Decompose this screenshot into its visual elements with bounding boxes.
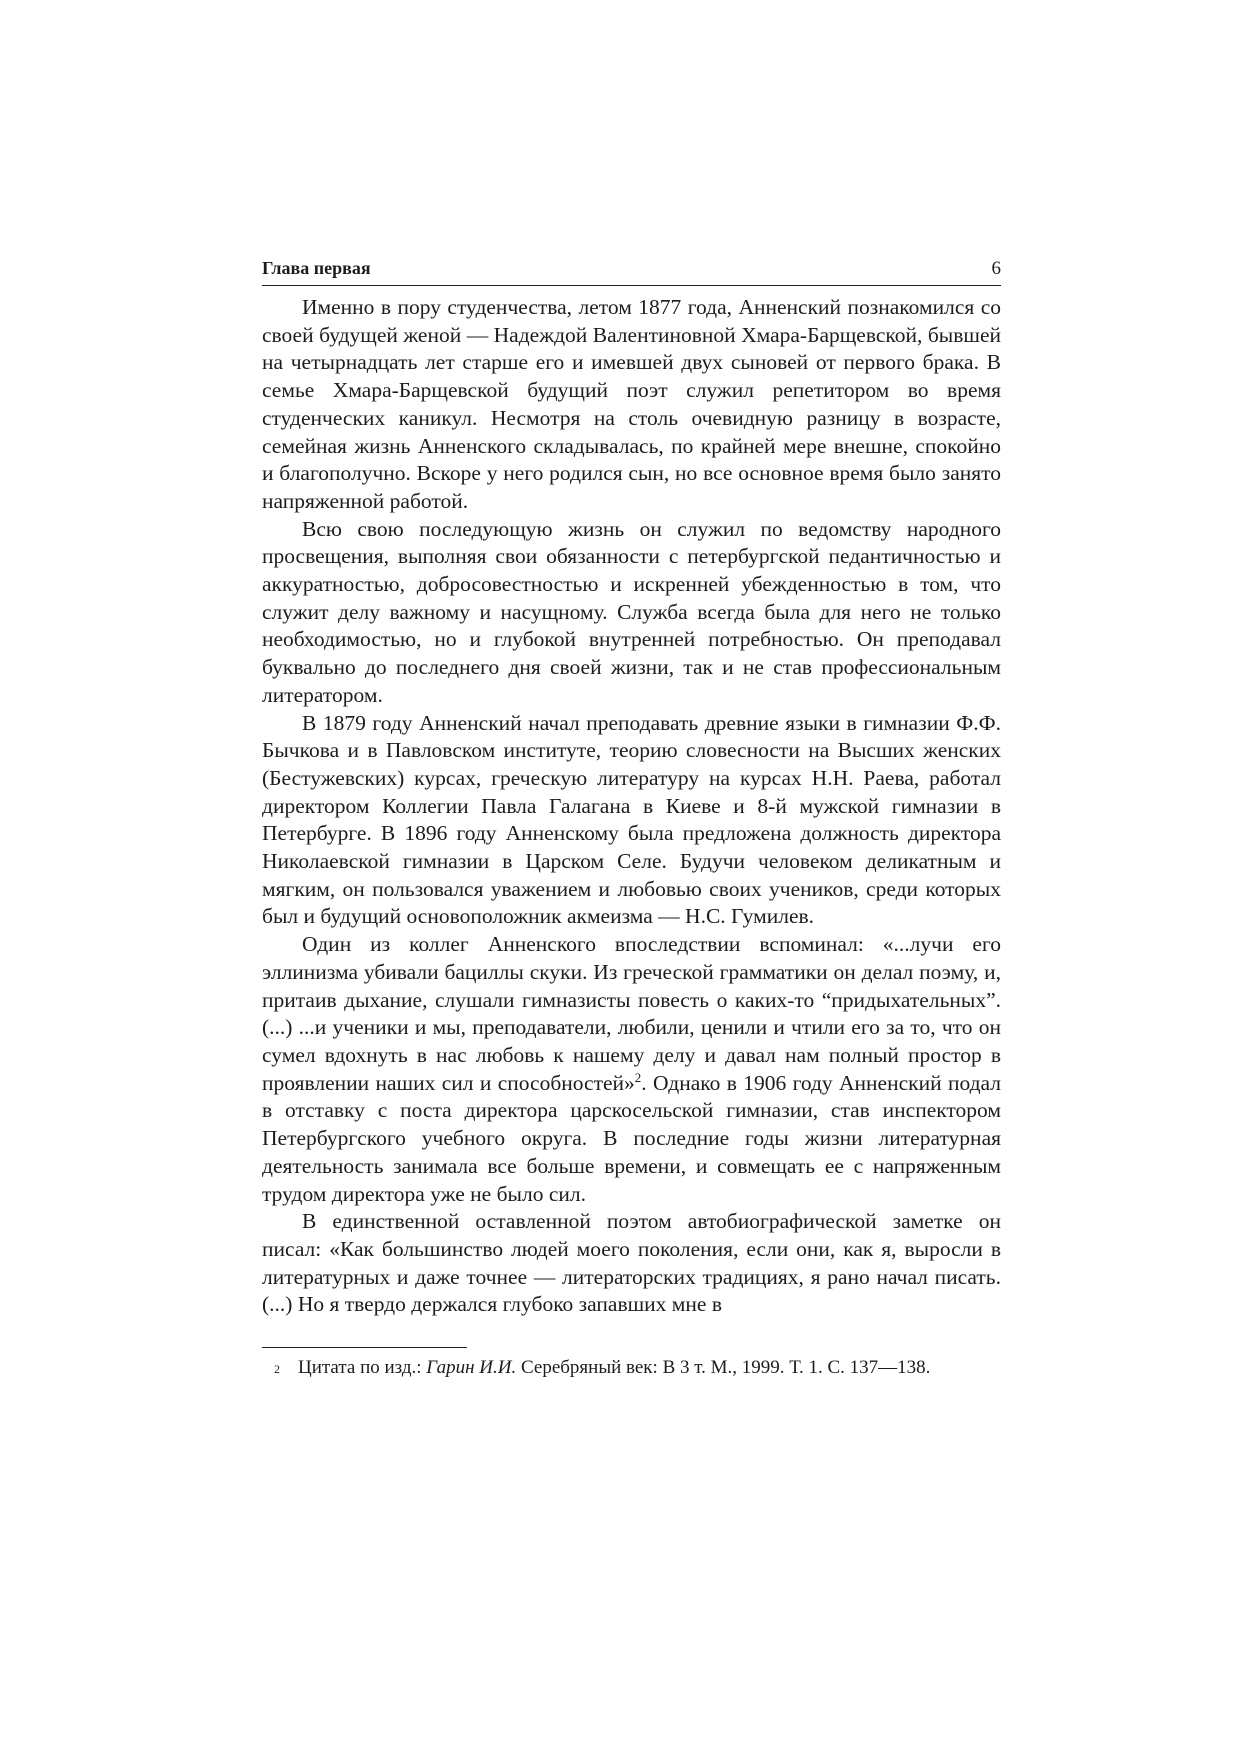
body-text <box>262 294 1001 1319</box>
paragraph-3: В 1879 году Анненский начал преподавать древние языки в гимназии Ф.Ф. Бычкова и в Павловском институте, теорию словесности на Высших женских (Бестужевских) курсах, греческую литературу на курсах Н.Н. Раева, работал директором Коллегии Павла Галагана в Киеве и 8-й мужской гимназии в Петербурге. В 1896 году Анненскому была предложена должность директора Николаевской гимназии в Царском Селе. Будучи человеком деликатным и мягким, он пользовался уважением и любовью своих учеников, среди которых был и будущий основоположник акмеизма — Н.С. Гумилев. <box>262 710 1001 929</box>
page-number: 6 <box>991 258 1001 279</box>
paragraph-4-text-b: . Однако в 1906 году Анненский подал в отставку с поста директора царскосельской гимназии, став инспектором Петербургского учебного округа. В последние годы жизни литературная деятельность занимала все больше времени, и совмещать ее с напряженным трудом директора уже не было сил. <box>262 1070 1001 1206</box>
footnote-mark: 2 <box>274 1362 280 1377</box>
footnote-divider <box>262 1347 467 1348</box>
paragraph-4-text-a: Один из коллег Анненского впоследствии вспоминал: «...лучи его эллинизма убивали бациллы скуки. Из греческой грамматики он делал поэму, и, притаив дыхание, слушали гимназисты повесть о каких-то “придыхательных”. (...) ...и ученики и мы, преподаватели, любили, ценили и чтили его за то, что он сумел вдохнуть в нас любовь к нашему делу и давал нам полный простор в проявлении наших сил и способностей» <box>262 932 1001 1095</box>
book-page <box>262 258 1001 1381</box>
running-head <box>262 258 1001 286</box>
footnote-reference[interactable]: 2 <box>634 1069 642 1085</box>
footnote-rest: Серебряный век: В 3 т. М., 1999. Т. 1. С. 137—138. <box>516 1357 931 1379</box>
chapter-title: Глава первая <box>262 258 371 278</box>
footnote-author: Гарин И.И. <box>426 1357 517 1379</box>
paragraph-5: В единственной оставленной поэтом автобиографической заметке он писал: «Как большинство людей моего поколения, если они, как я, выросли в литературных и даже точнее — литераторских традициях, я рано начал писать. (...) Но я твердо держался глубоко запавших мне в <box>262 1209 1001 1317</box>
footnote-text <box>298 1356 1001 1381</box>
paragraph-1: Именно в пору студенчества, летом 1877 года, Анненский познакомился со своей будущей женой — Надеждой Валентиновной Хмара-Барщевской, бывшей на четырнадцать лет старше его и имевшей двух сыновей от первого брака. В семье Хмара-Барщевской будущий поэт служил репетитором во время студенческих каникул. Несмотря на столь очевидную разницу в возрасте, семейная жизнь Анненского складывалась, по крайней мере внешне, спокойно и благополучно. Вскоре у него родился сын, но все основное время было занято напряженной работой. <box>262 295 1001 513</box>
paragraph-2: Всю свою последующую жизнь он служил по ведомству народного просвещения, выполняя свои обязанности с петербургской педантичностью и аккуратностью, добросовестностью и искренней убежденностью в том, что служит делу важному и насущному. Служба всегда была для него не только необходимостью, но и глубокой внутренней потребностью. Он преподавал буквально до последнего дня своей жизни, так и не став профессиональным литератором. <box>262 516 1001 707</box>
footnote <box>262 1356 1001 1381</box>
footnote-prefix: Цитата по изд.: <box>298 1357 427 1379</box>
paragraph-4 <box>262 931 1001 1208</box>
